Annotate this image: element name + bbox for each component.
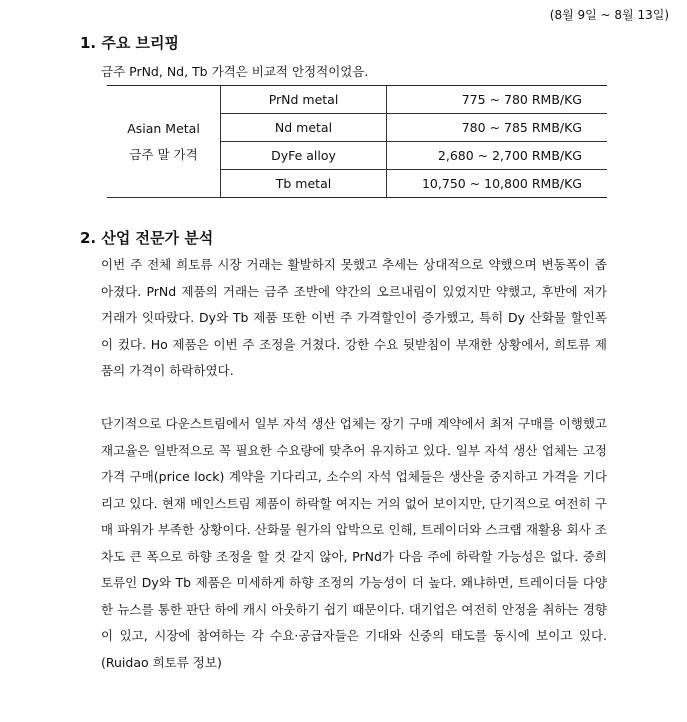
section-2-title: 2. 산업 전문가 분석 [80,229,214,247]
metal-name: Nd metal [221,114,387,142]
price-table [107,85,607,198]
metal-price: 775 ~ 780 RMB/KG [387,86,608,114]
section-1-intro: 금주 PrNd, Nd, Tb 가격은 비교적 안정적이었음. [101,64,369,79]
analysis-paragraph-1: 이번 주 전체 희토류 시장 거래는 활발하지 못했고 추세는 상대적으로 약했으며 변동폭이 좁아졌다. PrNd 제품의 거래는 금주 조반에 약간의 오르내림이 있었지만 약했고, 후반에 저가 거래가 잇따랐다. Dy와 Tb 제품 또한 이번 주 가격할인이 증가했고, 특히 Dy 산화물 할인폭이 컸다. Ho 제품은 이번 주 조정을 거쳤다. 강한 수요 뒷받침이 부재한 상황에서, 희토류 제품의 가격이 하락하였다. [101,257,607,378]
metal-price: 780 ~ 785 RMB/KG [387,114,608,142]
metal-name: PrNd metal [221,86,387,114]
metal-name: DyFe alloy [221,142,387,170]
metal-price: 2,680 ~ 2,700 RMB/KG [387,142,608,170]
metal-name: Tb metal [221,170,387,198]
table-row [107,86,607,114]
analysis-paragraph-2: 단기적으로 다운스트림에서 일부 자석 생산 업체는 장기 구매 계약에서 최저 구매를 이행했고 재고율은 일반적으로 꼭 필요한 수요량에 맞추어 유지하고 있다. 일부 자석 생산 업체는 고정가격 구매(price lock) 계약을 기다리고, 소수의 자석 업체들은 생산을 중지하고 가격을 기다리고 있다. 현재 메인스트림 제품이 하락할 여지는 거의 없어 보이지만, 단기적으로 여전히 구매 파워가 부족한 상황이다. 산화물 원가의 압박으로 인해, 트레이더와 스크랩 재활용 회사 조차도 큰 폭으로 하향 조정을 할 것 같지 않아, PrNd가 다음 주에 하락할 가능성은 없다. 중희토류인 Dy와 Tb 제품은 미세하게 하향 조정의 가능성이 더 높다. 왜냐하면, 트레이더들 다양한 뉴스를 통한 판단 하에 캐시 아웃하기 쉽기 때문이다. 대기업은 여전히 안정을 취하는 경향이 있고, 시장에 참여하는 각 수요·공급자들은 기대와 신중의 태도를 동시에 보이고 있다. (Ruidao 희토류 정보) [101,416,607,670]
section-1-title: 1. 주요 브리핑 [80,34,180,52]
group-label-source: Asian Metal [127,120,200,136]
date-range: (8월 9일 ~ 8월 13일) [549,8,669,22]
metal-price: 10,750 ~ 10,800 RMB/KG [387,170,608,198]
price-group-label [107,86,221,198]
group-label-period: 금주 말 가격 [129,146,198,162]
